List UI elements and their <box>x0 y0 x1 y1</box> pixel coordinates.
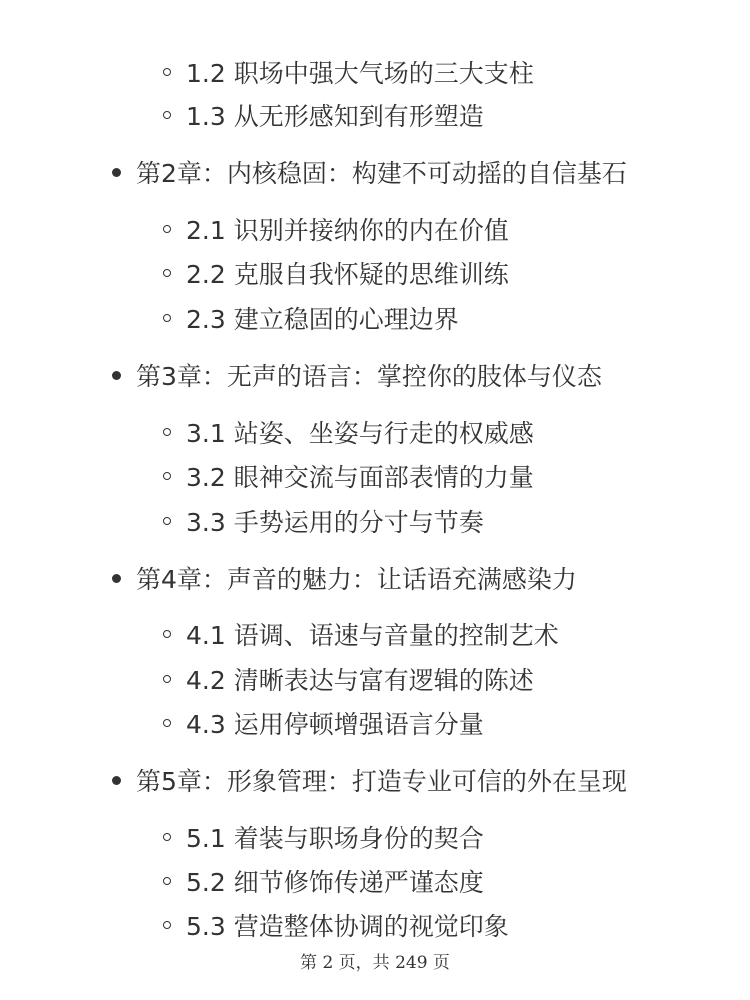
toc-entry-text: 5.2 细节修饰传递严谨态度 <box>186 868 484 897</box>
toc-entry-text: 3.1 站姿、坐姿与行走的权威感 <box>186 419 534 448</box>
circle-bullet-icon <box>163 517 171 525</box>
circle-bullet-icon <box>163 68 171 76</box>
circle-bullet-icon <box>163 314 171 322</box>
toc-section-1-2[interactable] <box>163 52 534 92</box>
toc-chapter-5[interactable] <box>112 760 627 800</box>
toc-section-2-3[interactable] <box>163 298 459 338</box>
toc-entry-text: 2.1 识别并接纳你的内在价值 <box>186 216 509 245</box>
toc-section-3-1[interactable] <box>163 412 534 452</box>
circle-bullet-icon <box>163 428 171 436</box>
toc-entry-text: 3.2 眼神交流与面部表情的力量 <box>186 463 534 492</box>
toc-entry-text: 5.1 着装与职场身份的契合 <box>186 824 484 853</box>
toc-entry-text: 第4章：声音的魅力：让话语充满感染力 <box>136 565 577 594</box>
circle-bullet-icon <box>163 472 171 480</box>
disc-bullet-icon <box>112 574 121 583</box>
circle-bullet-icon <box>163 111 171 119</box>
toc-entry-text: 4.3 运用停顿增强语言分量 <box>186 710 484 739</box>
circle-bullet-icon <box>163 630 171 638</box>
toc-entry-text: 2.3 建立稳固的心理边界 <box>186 305 459 334</box>
toc-section-2-2[interactable] <box>163 253 509 293</box>
toc-entry-text: 1.3 从无形感知到有形塑造 <box>186 102 484 131</box>
disc-bullet-icon <box>112 371 121 380</box>
toc-section-3-2[interactable] <box>163 456 534 496</box>
toc-entry-text: 第2章：内核稳固：构建不可动摇的自信基石 <box>136 159 627 188</box>
toc-entry-text: 2.2 克服自我怀疑的思维训练 <box>186 260 509 289</box>
toc-entry-text: 1.2 职场中强大气场的三大支柱 <box>186 59 534 88</box>
toc-section-3-3[interactable] <box>163 501 484 541</box>
toc-chapter-3[interactable] <box>112 355 602 395</box>
circle-bullet-icon <box>163 719 171 727</box>
toc-entry-text: 5.3 营造整体协调的视觉印象 <box>186 912 509 941</box>
toc-chapter-2[interactable] <box>112 152 627 192</box>
circle-bullet-icon <box>163 269 171 277</box>
toc-chapter-4[interactable] <box>112 558 577 598</box>
toc-section-1-3[interactable] <box>163 95 484 135</box>
circle-bullet-icon <box>163 833 171 841</box>
toc-section-5-2[interactable] <box>163 861 484 901</box>
toc-section-5-3[interactable] <box>163 905 509 945</box>
toc-section-4-3[interactable] <box>163 703 484 743</box>
toc-entry-text: 第3章：无声的语言：掌控你的肢体与仪态 <box>136 362 602 391</box>
toc-entry-text: 第5章：形象管理：打造专业可信的外在呈现 <box>136 767 627 796</box>
disc-bullet-icon <box>112 168 121 177</box>
circle-bullet-icon <box>163 921 171 929</box>
circle-bullet-icon <box>163 877 171 885</box>
toc-entry-text: 4.2 清晰表达与富有逻辑的陈述 <box>186 666 534 695</box>
circle-bullet-icon <box>163 225 171 233</box>
disc-bullet-icon <box>112 776 121 785</box>
page-number-footer: 第 2 页，共 249 页 <box>300 953 450 973</box>
toc-section-5-1[interactable] <box>163 817 484 857</box>
toc-section-4-1[interactable] <box>163 614 559 654</box>
toc-section-2-1[interactable] <box>163 209 509 249</box>
toc-section-4-2[interactable] <box>163 659 534 699</box>
toc-entry-text: 4.1 语调、语速与音量的控制艺术 <box>186 621 559 650</box>
circle-bullet-icon <box>163 675 171 683</box>
toc-entry-text: 3.3 手势运用的分寸与节奏 <box>186 508 484 537</box>
